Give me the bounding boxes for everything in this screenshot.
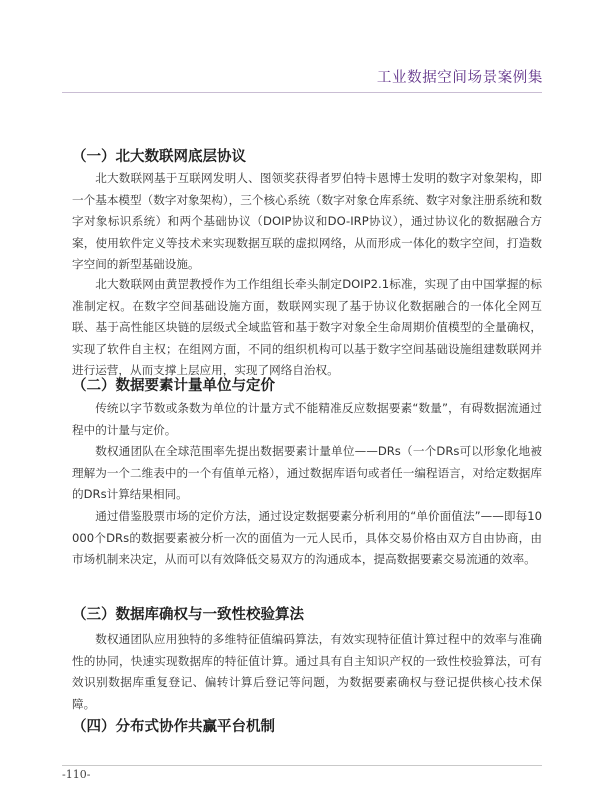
section-heading-1: （一）北大数联网底层协议 xyxy=(72,149,246,165)
paragraph: 北大数联网由黄罡教授作为工作组组长牵头制定DOIP2.1标准，实现了由中国掌握的标准制定权。在数字空间基础设施方面，数联网实现了基于协议化数据融合的一体化全网互联、基于高性能区块链的层级式全域监管和基于数字对象全生命周期价值模型的全量确权，实现了软件自主权；在组网方面，不同的组织机构可以基于数字空间基础设施组建数联网并进行运营，从而支撑上层应用，实现了网络自治权。 xyxy=(72,277,542,378)
section-heading-4: （四）分布式协作共赢平台机制 xyxy=(72,719,275,735)
paragraph: 数权通团队在全球范围率先提出数据要素计量单位——DRs（一个DRs可以形象化地被理解为一个二维表中的一个有值单元格），通过数据库语句或者任一编程语言，对给定数据库的DRs计算结果相同。 xyxy=(72,444,542,502)
header-rule xyxy=(62,92,542,93)
paragraph: 北大数联网基于互联网发明人、图领奖获得者罗伯特卡恩博士发明的数字对象架构，即一个基本模型（数字对象架构），三个核心系统（数字对象仓库系统、数字对象注册系统和数字对象标识系统）和两个基础协议（DOIP协议和DO-IRP协议），通过协议化的数据融合方案，使用软件定义等技术来实现数据互联的虚拟网络，从而形成一体化的数字空间，打造数字空间的新型基础设施。 xyxy=(72,171,542,272)
section-heading-2: （二）数据要素计量单位与定价 xyxy=(72,378,275,394)
paragraph: 数权通团队应用独特的多维特征值编码算法，有效实现特征值计算过程中的效率与准确性的协同，快速实现数据库的特征值计算。通过具有自主知识产权的一致性校验算法，可有效识别数据库重复登记、偏转计算后登记等问题，为数据要素确权与登记提供核心技术保障。 xyxy=(72,632,542,711)
section-heading-3: （三）数据库确权与一致性校验算法 xyxy=(72,607,304,623)
paragraph: 传统以字节数或条数为单位的计量方式不能精准反应数据要素“数量”，有碍数据流通过程中的计量与定价。 xyxy=(72,401,542,437)
page-number: -110- xyxy=(62,768,91,781)
paragraph: 通过借鉴股票市场的定价方法，通过设定数据要素分析利用的“单价面值法”——即每10000个DRs的数据要素被分析一次的面值为一元人民币，具体交易价格由双方自由协商，由市场机制来决定，从而可以有效降低交易双方的沟通成本，提高数据要素交易流通的效率。 xyxy=(72,509,542,567)
book-title: 工业数据空间场景案例集 xyxy=(376,70,543,86)
footer-rule xyxy=(62,765,542,766)
